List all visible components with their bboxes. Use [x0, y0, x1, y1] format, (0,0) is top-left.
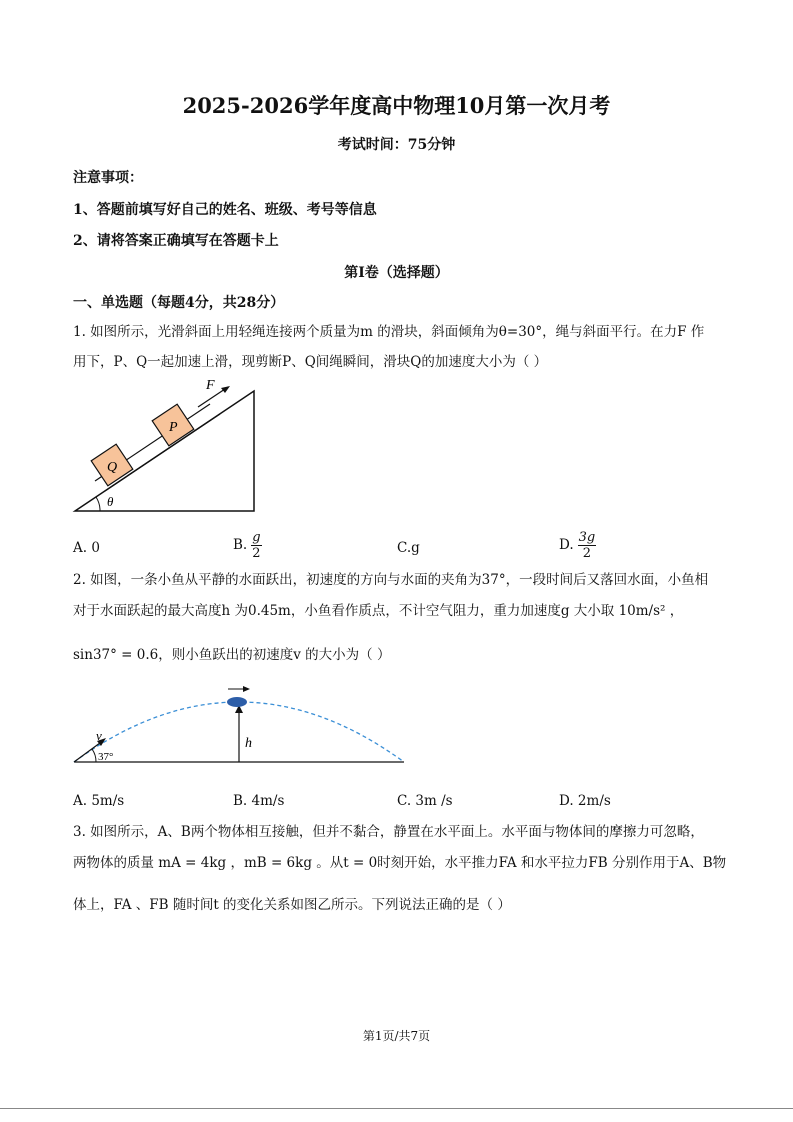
q3-line1: 3. 如图所示，A、B两个物体相互接触，但并不黏合，静置在水平面上。水平面与物体间的摩擦力可忽略，: [73, 824, 704, 840]
volume-heading: 第I卷（选择题）: [344, 265, 449, 281]
angle-arc: [96, 497, 100, 511]
force-arrowhead: [221, 386, 230, 393]
q2-option-d: D. 2m/s: [559, 793, 611, 809]
label-v: v: [96, 728, 102, 743]
fish-figure: [70, 680, 415, 772]
q3-line2: 两物体的质量 mA = 4kg ，mB = 6kg 。从t = 0时刻开始，水平推力FA 和水平拉力FB 分别作用于A、B物: [73, 855, 727, 871]
label-f: F: [206, 378, 215, 393]
q2-line2: 对于水面跃起的最大高度h 为0.45m，小鱼看作质点，不计空气阻力，重力加速度g 大小取 10m/s² ，: [73, 603, 684, 619]
q1-option-a: A. 0: [73, 540, 100, 556]
q1-option-b: B. $\frac{g}{2}$: [233, 530, 261, 561]
angle-arc-37: [92, 749, 96, 762]
label-p: P: [169, 420, 178, 435]
q1-line2: 用下，P、Q一起加速上滑，现剪断P、Q间绳瞬间，滑块Q的加速度大小为（ ）: [73, 354, 548, 370]
label-angle: 37°: [98, 751, 114, 763]
exam-time: 考试时间：75分钟: [337, 137, 456, 153]
q2-line3: sin37° = 0.6，则小鱼跃出的初速度v 的大小为（ ）: [73, 647, 391, 663]
q1-option-c: C.g: [397, 540, 420, 556]
page-bottom-divider: [0, 1108, 793, 1109]
page-number: 第1页/共7页: [362, 1029, 431, 1043]
q3-line3: 体上，FA 、FB 随时间t 的变化关系如图乙所示。下列说法正确的是（ ）: [73, 897, 511, 913]
label-h: h: [245, 736, 252, 751]
q1-option-d: D. $\frac{3g}{2}$: [559, 530, 596, 561]
horizontal-velocity-arrowhead: [243, 686, 250, 692]
page-title: 2025-2026学年度高中物理10月第一次月考: [182, 93, 611, 118]
q2-option-c: C. 3m /s: [397, 793, 453, 809]
label-q: Q: [107, 460, 118, 475]
q2-line1: 2. 如图，一条小鱼从平静的水面跃出，初速度的方向与水面的夹角为37°，一段时间后又落回水面，小鱼相: [73, 572, 709, 588]
label-theta: θ: [107, 494, 114, 509]
note-item-2: 2、请将答案正确填写在答题卡上: [73, 233, 279, 249]
incline-figure: [70, 375, 260, 517]
notes-heading: 注意事项：: [73, 170, 143, 186]
q2-option-a: A. 5m/s: [73, 793, 125, 809]
note-item-1: 1、答题前填写好自己的姓名、班级、考号等信息: [73, 202, 377, 218]
section-heading: 一、单选题（每题4分，共28分）: [73, 295, 285, 311]
q2-option-b: B. 4m/s: [233, 793, 285, 809]
fish-icon: [227, 697, 247, 707]
q1-line1: 1. 如图所示，光滑斜面上用轻绳连接两个质量为m 的滑块，斜面倾角为θ=30°，绳与斜面平行。在力F 作: [73, 324, 705, 340]
